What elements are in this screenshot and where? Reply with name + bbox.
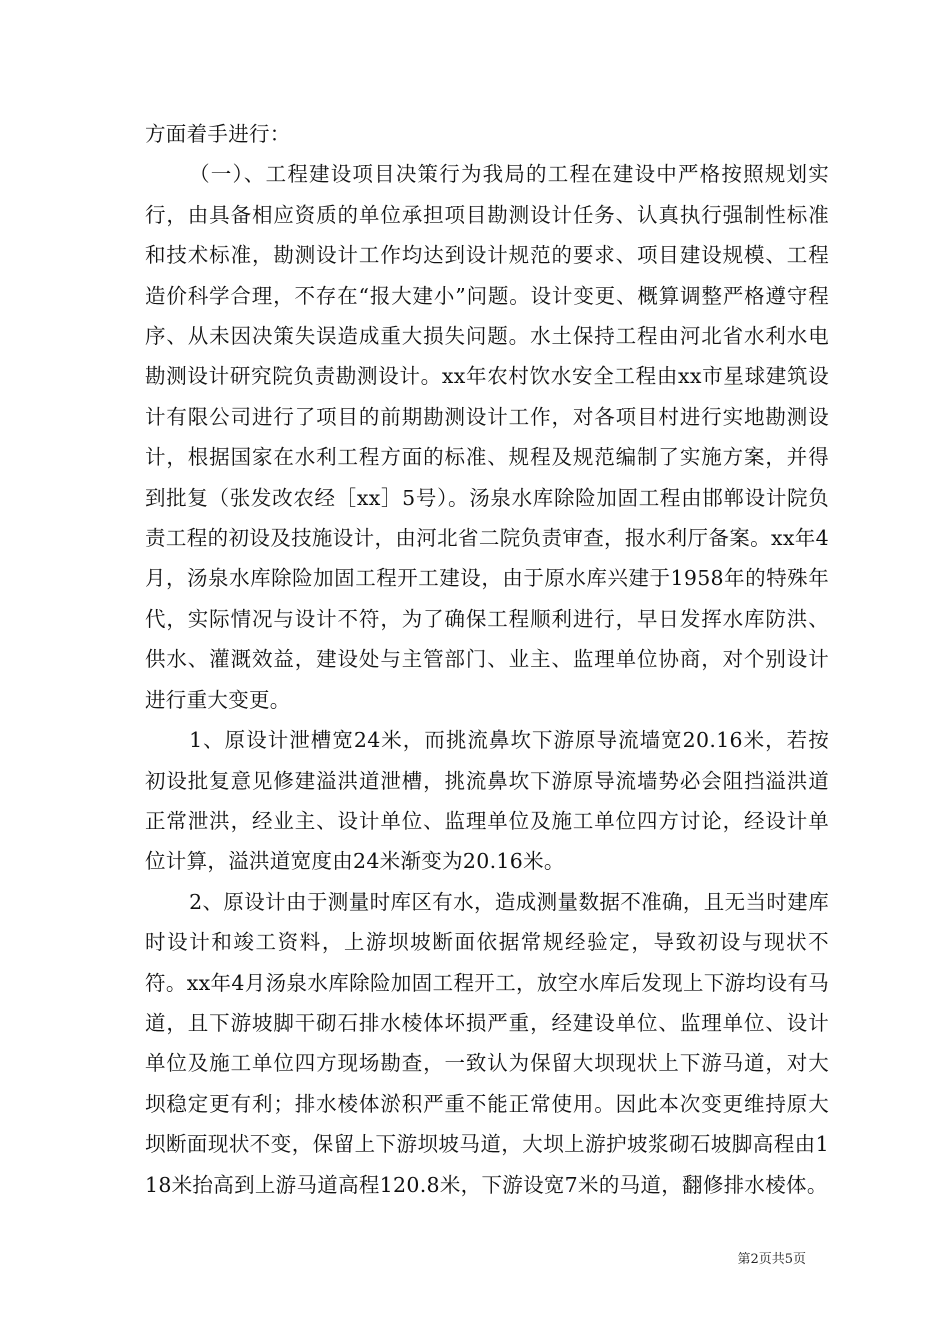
paragraph-continuation: 方面着手进行： [145, 122, 291, 146]
paragraph-item-2-dam-section: 2、原设计由于测量时库区有水，造成测量数据不准确，且无当时建库时设计和竣工资料，上游坝坡断面依据常规经验定，导致初设与现状不符。xx年4月汤泉水库除险加固工程开工，放空水库后发现上下游均设有马道，且下游坡脚干砌石排水棱体坏损严重，经建设单位、监理单位、设计单位及施工单位四方现场勘查，一致认为保留大坝现状上下游马道，对大坝稳定更有利；排水棱体淤积严重不能正常使用。因此本次变更维持原大坝断面现状不变，保留上下游坝坡马道，大坝上游护坡浆砌石坡脚高程由118米抬高到上游马道高程120.8米，下游设宽7米的马道，翻修排水棱体。 [145, 889, 829, 1197]
paragraph-item-1-spillway: 1、原设计泄槽宽24米，而挑流鼻坎下游原导流墙宽20.16米，若按初设批复意见修建溢洪道泄槽，挑流鼻坎下游原导流墙势必会阻挡溢洪道正常泄洪，经业主、设计单位、监理单位及施工单位四方讨论，经设计单位计算，溢洪道宽度由24米渐变为20.16米。 [145, 728, 829, 874]
page-number: 第2页共5页 [737, 1252, 806, 1267]
document-body [145, 114, 829, 1205]
paragraph-decision-behavior: （一）、工程建设项目决策行为我局的工程在建设中严格按照规划实行，由具备相应资质的单位承担项目勘测设计任务、认真执行强制性标准和技术标准，勘测设计工作均达到设计规范的要求、项目建设规模、工程造价科学合理，不存在“报大建小”问题。设计变更、概算调整严格遵守程序、从未因决策失误造成重大损失问题。水土保持工程由河北省水利水电勘测设计研究院负责勘测设计。xx年农村饮水安全工程由xx市星球建筑设计有限公司进行了项目的前期勘测设计工作，对各项目村进行实地勘测设计，根据国家在水利工程方面的标准、规程及规范编制了实施方案，并得到批复（张发改农经［xx］5号）。汤泉水库除险加固工程由邯郸设计院负责工程的初设及技施设计，由河北省二院负责审查，报水利厅备案。xx年4月，汤泉水库除险加固工程开工建设，由于原水库兴建于1958年的特殊年代，实际情况与设计不符，为了确保工程顺利进行，早日发挥水库防洪、供水、灌溉效益，建设处与主管部门、业主、监理单位协商，对个别设计进行重大变更。 [145, 162, 829, 712]
